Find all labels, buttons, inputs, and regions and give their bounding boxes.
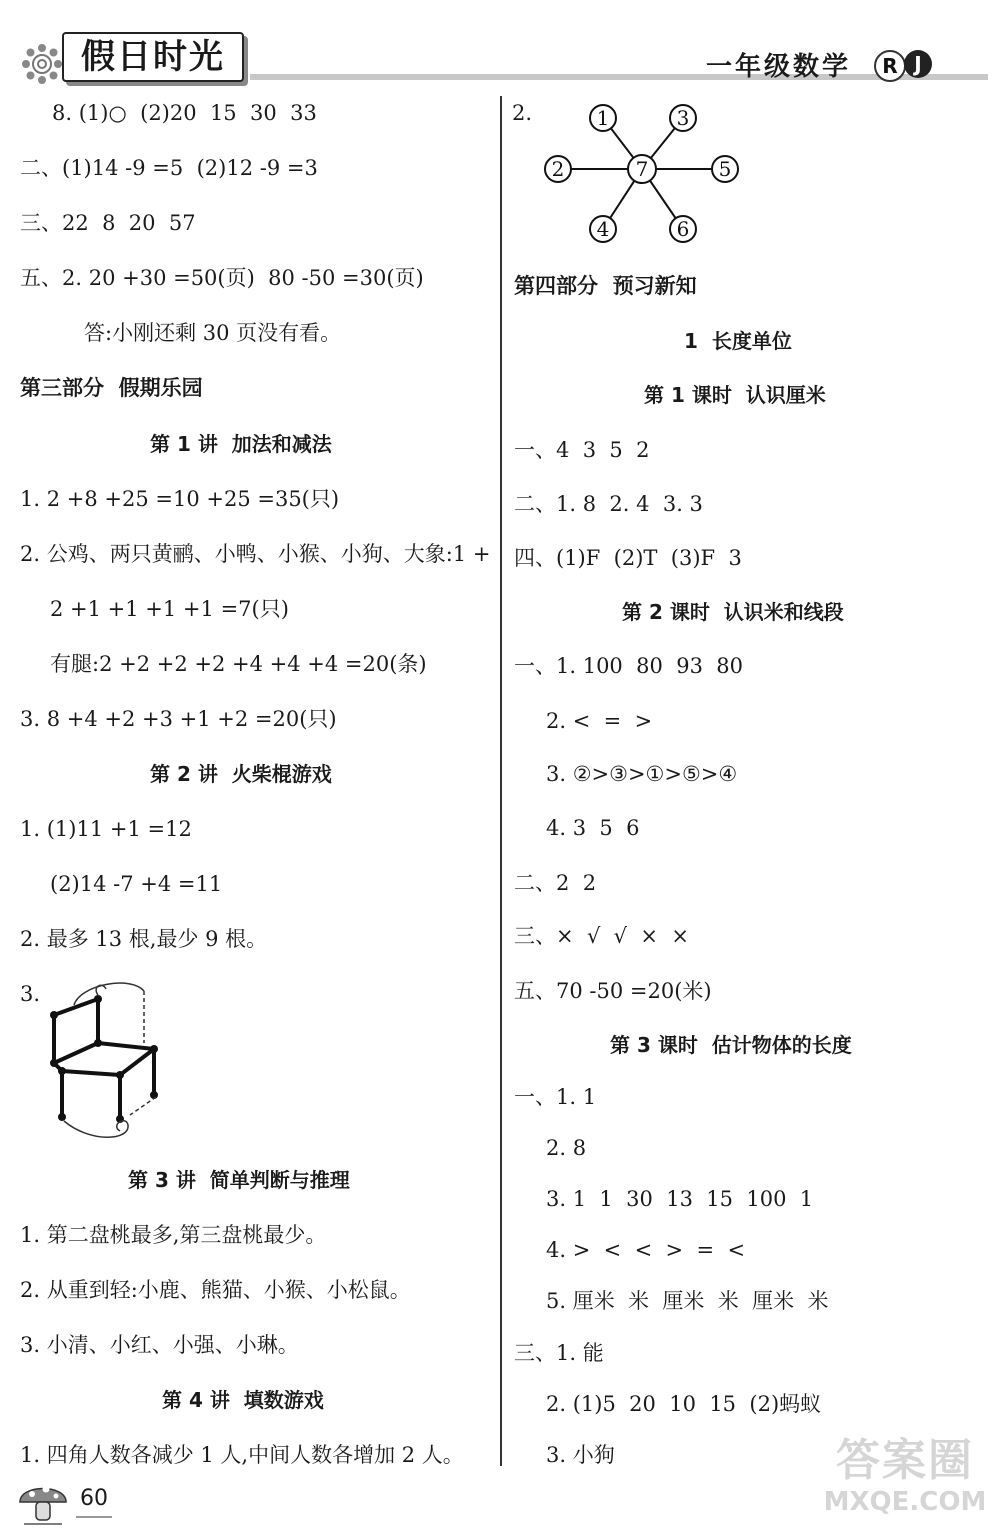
subject-label: 一年级数学 <box>706 52 852 82</box>
answer-line: 有腿:2 +2 +2 +2 +4 +4 +4 =20(条) <box>50 652 427 676</box>
answer-line: 8. (1)○ (2)20 15 30 33 <box>52 101 317 125</box>
watermark <box>820 1436 990 1528</box>
star-number-diagram <box>530 96 750 246</box>
answer-line: 1. 2 +8 +25 =10 +25 =35(只) <box>20 487 340 511</box>
page-number: 60 <box>80 1486 108 1511</box>
answer-line: 3. 1 1 30 13 15 100 1 <box>546 1187 814 1211</box>
answer-line: 二、2 2 <box>514 871 597 895</box>
answer-line: 4. > < < > = < <box>546 1238 746 1262</box>
column-divider <box>500 96 502 1466</box>
star-center-node: 7 <box>635 157 649 181</box>
answer-line: 三、× √ √ × × <box>514 924 689 948</box>
answer-line: 2. <box>512 101 533 125</box>
answer-line: 2. 8 <box>546 1136 587 1160</box>
answer-line: 2. (1)5 20 10 15 (2)蚂蚁 <box>546 1392 822 1416</box>
answer-line: (2)14 -7 +4 =11 <box>50 872 223 896</box>
answer-line: 三、22 8 20 57 <box>20 211 196 235</box>
answer-line: 一、1. 1 <box>514 1085 597 1109</box>
star-node: 6 <box>676 217 690 241</box>
subsection-heading: 第 2 课时 认识米和线段 <box>622 600 844 624</box>
answer-line: 答:小刚还剩 30 页没有看。 <box>84 321 342 345</box>
edition-badge <box>874 50 936 78</box>
subsection-heading: 第 1 讲 加法和减法 <box>150 432 332 456</box>
answer-line: 一、1. 100 80 93 80 <box>514 654 744 678</box>
footer-rule <box>76 1516 112 1518</box>
answer-line: 3. 小狗 <box>546 1443 615 1467</box>
answer-line: 1. 第二盘桃最多,第三盘桃最少。 <box>20 1223 327 1247</box>
subsection-heading: 第 3 讲 简单判断与推理 <box>128 1168 350 1192</box>
answer-line: 5. 厘米 米 厘米 米 厘米 米 <box>546 1289 829 1313</box>
star-node: 3 <box>676 106 690 130</box>
subsection-heading: 第 1 课时 认识厘米 <box>644 383 826 407</box>
section-heading: 第四部分 预习新知 <box>514 274 697 298</box>
answer-line: 3. 小清、小红、小强、小琳。 <box>20 1333 299 1357</box>
section-heading: 第三部分 假期乐园 <box>20 376 203 400</box>
answer-line: 2. 最多 13 根,最少 9 根。 <box>20 927 268 951</box>
answer-line: 4. 3 5 6 <box>546 816 640 840</box>
watermark-line-2: MXQE.COM <box>823 1487 987 1517</box>
answer-line: 五、70 -50 =20(米) <box>514 979 712 1003</box>
answer-line: 五、2. 20 +30 =50(页) 80 -50 =30(页) <box>20 266 424 290</box>
star-node: 5 <box>718 157 732 181</box>
mushroom-icon <box>16 1476 70 1528</box>
star-node: 4 <box>596 217 610 241</box>
page-header <box>0 0 1000 92</box>
edition-letter-r: R <box>874 50 906 82</box>
star-node: 2 <box>551 157 565 181</box>
answer-line: 二、(1)14 -9 =5 (2)12 -9 =3 <box>20 156 318 180</box>
gear-decoration-icon <box>20 42 64 86</box>
answer-line: 2. < = > <box>546 709 653 733</box>
answer-line: 3. 8 +4 +2 +3 +1 +2 =20(只) <box>20 707 337 731</box>
star-node: 1 <box>596 106 610 130</box>
answer-line: 一、4 3 5 2 <box>514 438 650 462</box>
answer-line: 2. 公鸡、两只黄鹂、小鸭、小猴、小狗、大象:1 + <box>20 542 491 566</box>
answer-line: 1. 四角人数各减少 1 人,中间人数各增加 2 人。 <box>20 1443 464 1467</box>
answer-line: 3. ②>③>①>⑤>④ <box>546 762 738 786</box>
answer-line: 2. 从重到轻:小鹿、熊猫、小猴、小松鼠。 <box>20 1278 411 1302</box>
subsection-heading: 第 3 课时 估计物体的长度 <box>610 1033 852 1057</box>
subsection-heading: 第 4 讲 填数游戏 <box>162 1388 324 1412</box>
answer-line: 二、1. 8 2. 4 3. 3 <box>514 492 703 516</box>
answer-line: 2 +1 +1 +1 +1 =7(只) <box>50 597 289 621</box>
edition-letter-j: J <box>904 50 932 78</box>
matchstick-chair-figure <box>40 975 180 1145</box>
subsection-heading: 1 长度单位 <box>684 329 792 353</box>
answer-line: 1. (1)11 +1 =12 <box>20 817 192 841</box>
answer-line: 四、(1)F (2)T (3)F 3 <box>514 546 742 570</box>
watermark-line-1: 答案圈 <box>836 1435 974 1486</box>
answer-line: 3. <box>20 982 41 1006</box>
answer-line: 三、1. 能 <box>514 1341 604 1365</box>
subsection-heading: 第 2 讲 火柴棍游戏 <box>150 762 332 786</box>
brand-title: 假日时光 <box>62 32 244 82</box>
